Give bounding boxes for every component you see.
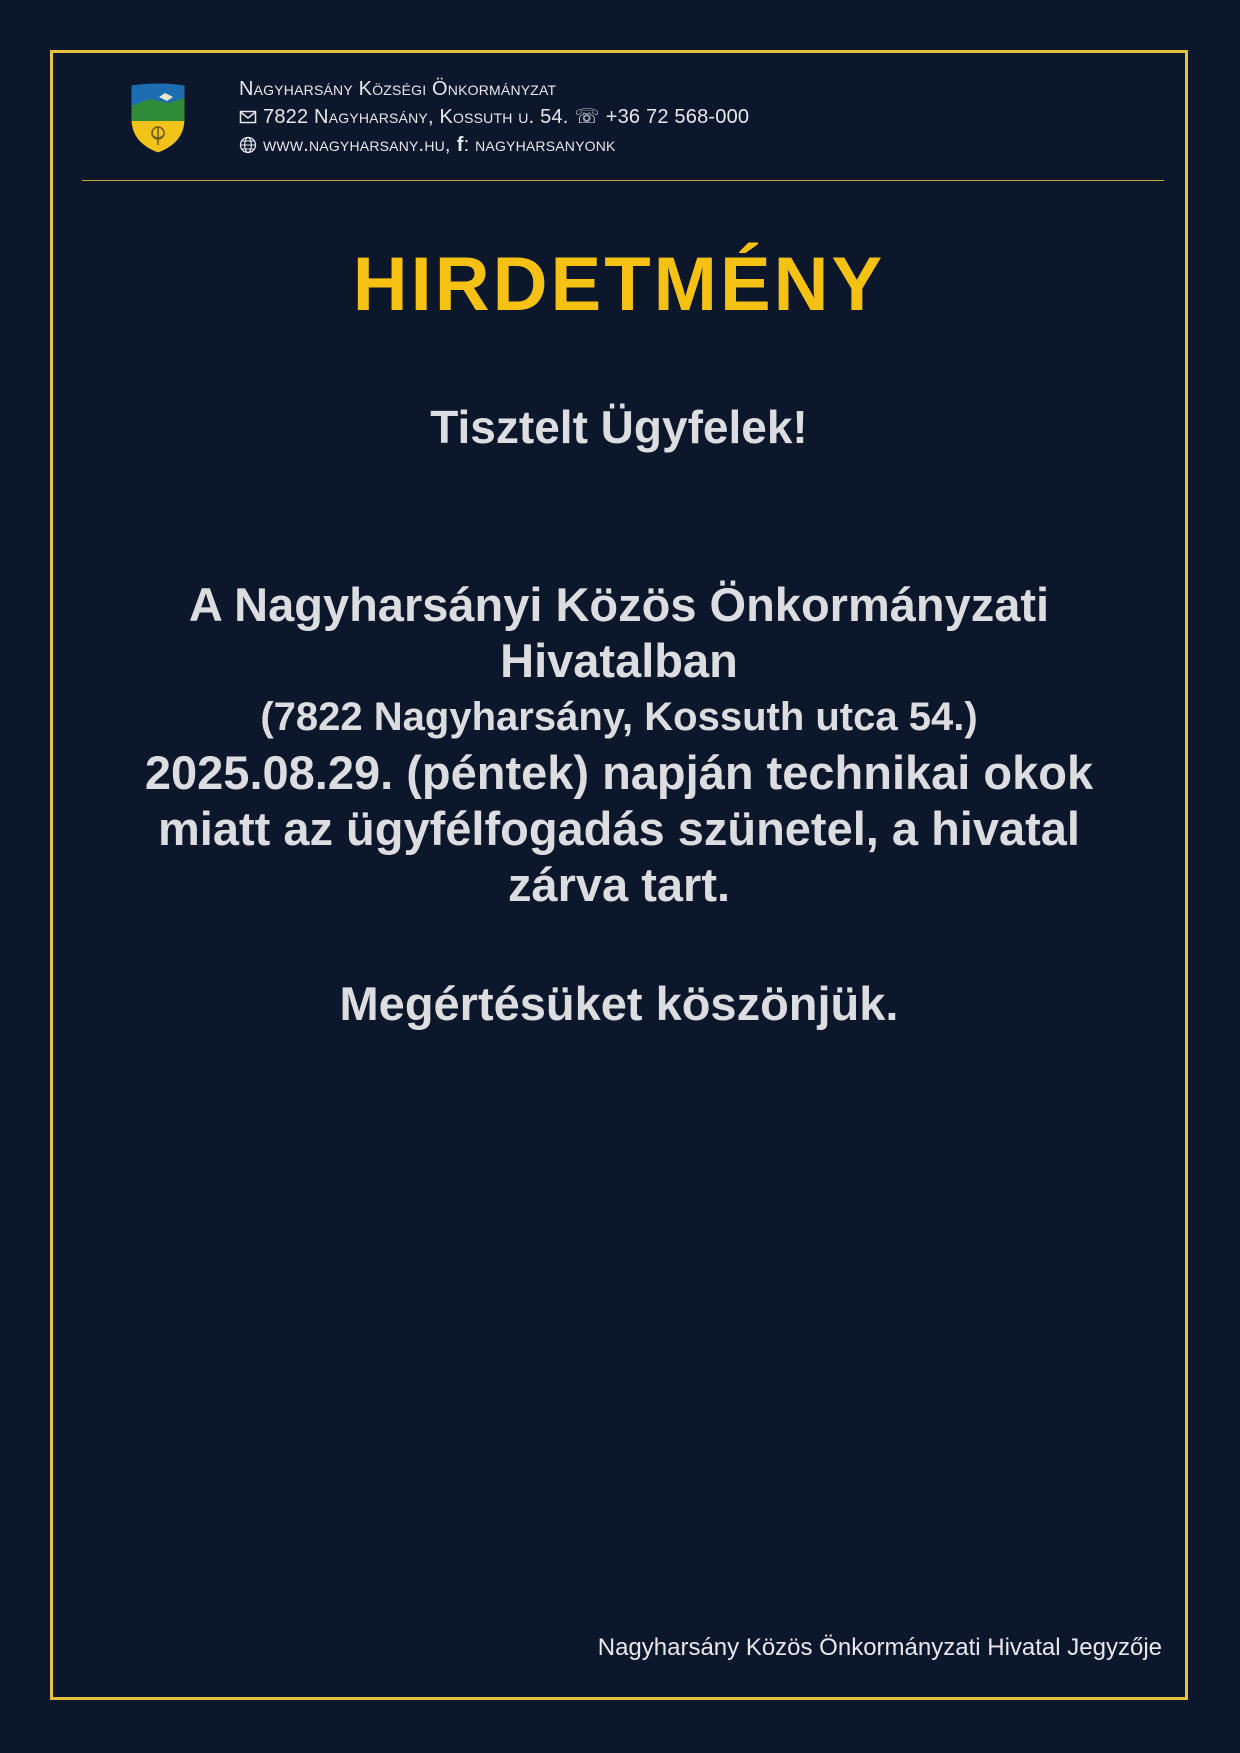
web-line: [239, 131, 749, 159]
phone-number: +36 72 568-000: [605, 106, 750, 128]
notice-line-3: zárva tart.: [507, 858, 731, 911]
notice-line-1: 2025.08.29. (péntek) napján technikai okok: [144, 746, 1094, 799]
org-name-line: [239, 75, 749, 103]
notice-body: [93, 577, 1145, 913]
mail-icon: [239, 108, 257, 126]
website-link[interactable]: www.nagyharsany.hu,: [263, 134, 451, 156]
globe-icon: [239, 136, 257, 154]
header-divider: [82, 180, 1164, 181]
coat-of-arms-icon: [129, 83, 187, 155]
facebook-handle[interactable]: : nagyharsanyonk: [463, 134, 616, 156]
signature: Nagyharsány Közös Önkormányzati Hivatal Jegyzője: [597, 1634, 1162, 1661]
phone-icon: ☏: [574, 106, 600, 128]
contact-block: [239, 75, 749, 159]
notice-title: HIRDETMÉNY: [352, 242, 886, 327]
thanks-line: Megértésüket köszönjük.: [339, 977, 899, 1030]
document-frame: [50, 50, 1188, 1700]
greeting: Tisztelt Ügyfelek!: [430, 401, 808, 453]
facebook-label: f: [456, 134, 464, 156]
office-line-1: A Nagyharsányi Közös Önkormányzati: [188, 578, 1050, 631]
org-name: Nagyharsány Községi Önkormányzat: [239, 78, 557, 100]
address-text: 7822 Nagyharsány, Kossuth u. 54.: [263, 106, 569, 128]
office-address: (7822 Nagyharsány, Kossuth utca 54.): [260, 695, 978, 739]
address-line: [239, 103, 749, 131]
letterhead: [53, 53, 1185, 183]
office-line-2: Hivatalban: [500, 634, 738, 687]
notice-line-2: miatt az ügyfélfogadás szünetel, a hivatal: [158, 802, 1080, 855]
